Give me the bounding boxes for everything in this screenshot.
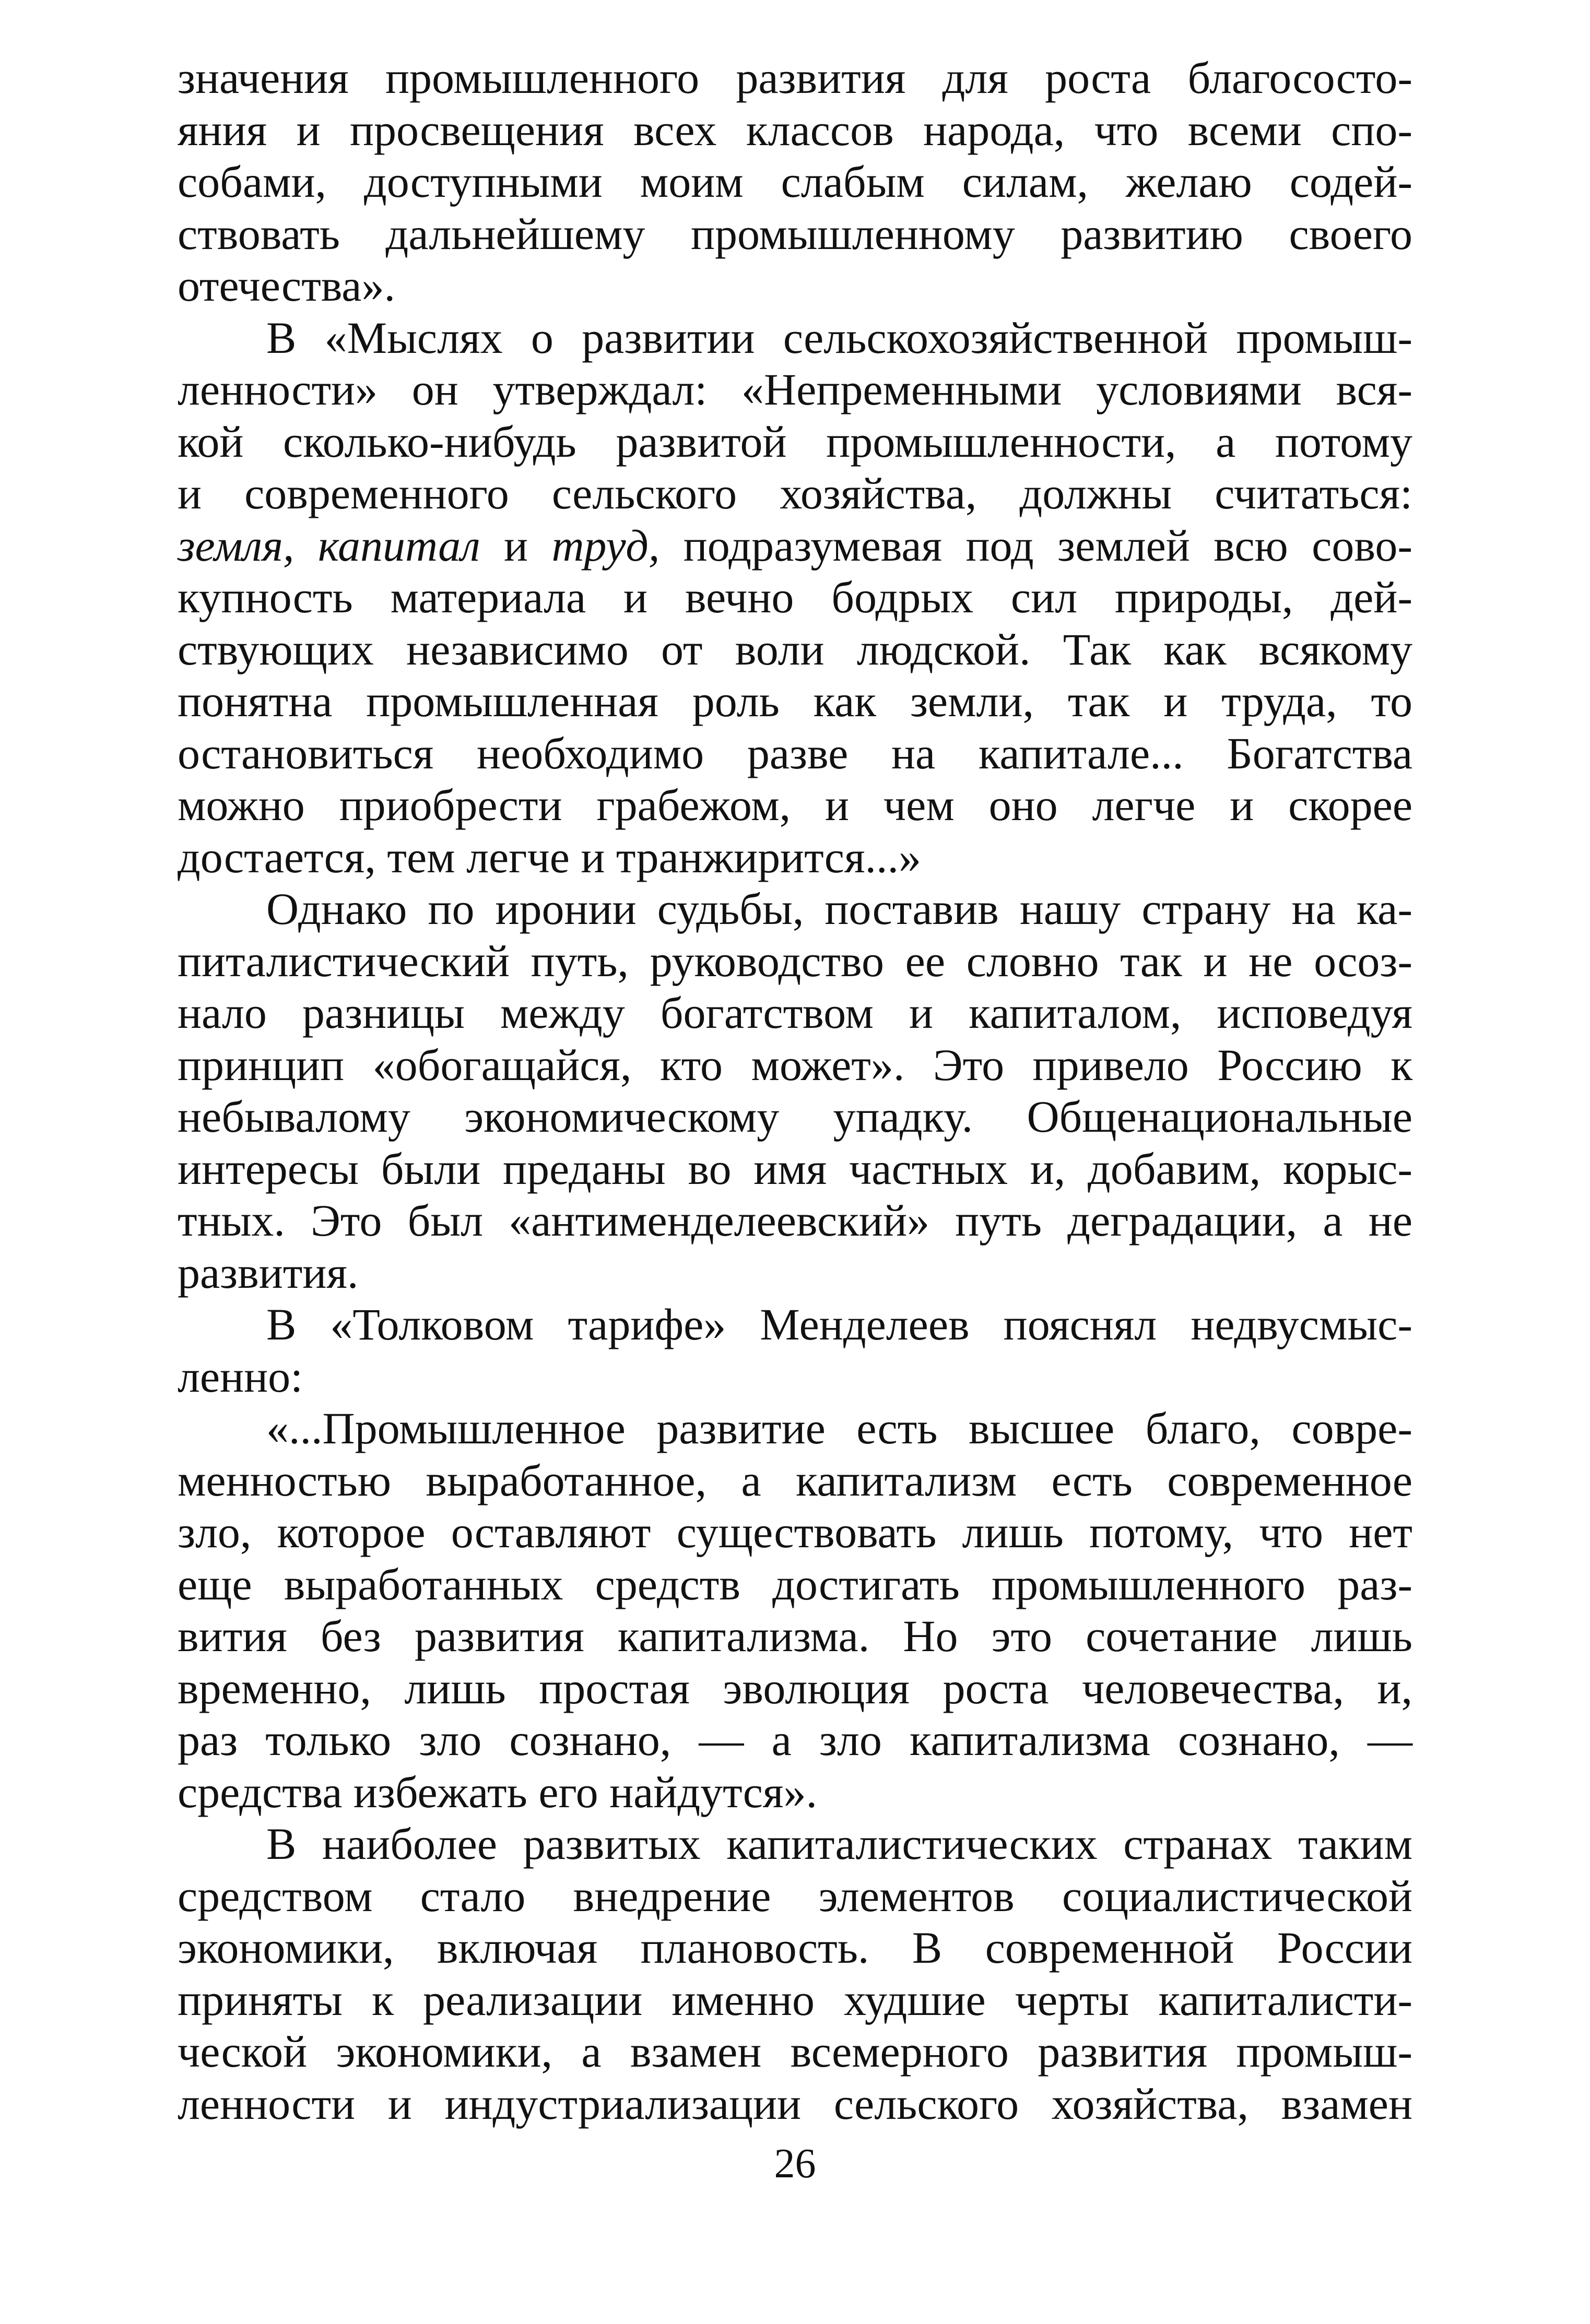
text-line: В «Мыслях о развитии сельскохозяйственной промыш- — [266, 312, 1412, 363]
text-line: значения промышленного развития для роста благососто- — [178, 53, 1412, 103]
text-line: понятна промышленная роль как земли, так и труда, то — [178, 676, 1412, 726]
text-line: средством стало внедрение элементов социалистической — [178, 1870, 1412, 1921]
text-line: достается, тем легче и транжирится...» — [178, 832, 922, 882]
text-line: «...Промышленное развитие есть высшее благо, совре- — [266, 1403, 1412, 1453]
paragraph-5 — [178, 1818, 1412, 2130]
text-line: остановиться необходимо разве на капитале... Богатства — [178, 728, 1412, 778]
italic-term-kapital: капитал — [317, 520, 480, 571]
page-number: 26 — [774, 2141, 816, 2187]
text-line: средства избежать его найдутся». — [178, 1766, 817, 1817]
text-line: собами, доступными моим слабым силам, желаю содей- — [178, 157, 1412, 207]
paragraph-1 — [178, 52, 1412, 312]
text-line: ствовать дальнейшему промышленному развитию своего — [178, 208, 1412, 259]
text-line: раз только зло сознано, — а зло капитализма сознано, — — [178, 1715, 1412, 1765]
text-line: небывалому экономическому упадку. Общенациональные — [178, 1092, 1412, 1142]
italic-term-zemlya: земля, — [178, 520, 295, 571]
italic-term-trud: труд, — [551, 520, 660, 571]
text-line: ленности» он утверждал: «Непременными условиями вся- — [178, 364, 1412, 414]
text-line: В «Толковом тарифе» Менделеев пояснял недвусмыс- — [266, 1299, 1412, 1349]
text-line: приняты к реализации именно худшие черты капиталисти- — [178, 1974, 1412, 2025]
text-line: развития. — [178, 1247, 359, 1298]
text-line: В наиболее развитых капиталистических странах таким — [266, 1819, 1412, 1869]
text-line: можно приобрести грабежом, и чем оно легче и скорее — [178, 780, 1412, 830]
text-line: менностью выработанное, а капитализм есть современное — [178, 1455, 1412, 1505]
paragraph-2 — [178, 312, 1412, 884]
text-line: тных. Это был «антименделеевский» путь деградации, а не — [178, 1195, 1412, 1246]
page-body — [178, 52, 1412, 2130]
text-line: принцип «обогащайся, кто может». Это привело Россию к — [178, 1039, 1412, 1090]
text-line: нало разницы между богатством и капиталом, исповедуя — [178, 988, 1412, 1038]
text-line: ствующих независимо от воли людской. Так как всякому — [178, 624, 1412, 674]
text-line: отечества». — [178, 260, 395, 311]
text-line: еще выработанных средств достигать промышленного раз- — [178, 1559, 1412, 1609]
text-line: зло, которое оставляют существовать лишь потому, что нет — [178, 1507, 1412, 1557]
text-line: Однако по иронии судьбы, поставив нашу страну на ка- — [266, 884, 1412, 934]
text-line: и современного сельского хозяйства, должны считаться: — [178, 468, 1412, 518]
text-line: ческой экономики, а взамен всемерного развития промыш- — [178, 2026, 1412, 2077]
text-line: ленности и индустриализации сельского хозяйства, взамен — [178, 2078, 1412, 2129]
paragraph-3 — [178, 883, 1412, 1299]
text-line: кой сколько-нибудь развитой промышленности, а потому — [178, 416, 1412, 467]
text-line: интересы были преданы во имя частных и, добавим, корыс- — [178, 1143, 1412, 1194]
paragraph-4 — [178, 1299, 1412, 1403]
text-line: экономики, включая плановость. В современной России — [178, 1923, 1412, 1973]
text-line: купность материала и вечно бодрых сил природы, дей- — [178, 572, 1412, 622]
text-line: яния и просвещения всех классов народа, что всеми спо- — [178, 104, 1412, 155]
quotation — [178, 1403, 1412, 1818]
text-line-with-italics — [178, 520, 1412, 572]
text-line: вития без развития капитализма. Но это сочетание лишь — [178, 1611, 1412, 1661]
text-line: питалистический путь, руководство ее словно так и не осоз- — [178, 935, 1412, 986]
conjunction: и — [504, 520, 528, 571]
text-line: временно, лишь простая эволюция роста человечества, и, — [178, 1663, 1412, 1713]
text-line: ленно: — [178, 1351, 303, 1402]
text-fragment: подразумевая под землей всю сово- — [683, 520, 1413, 571]
